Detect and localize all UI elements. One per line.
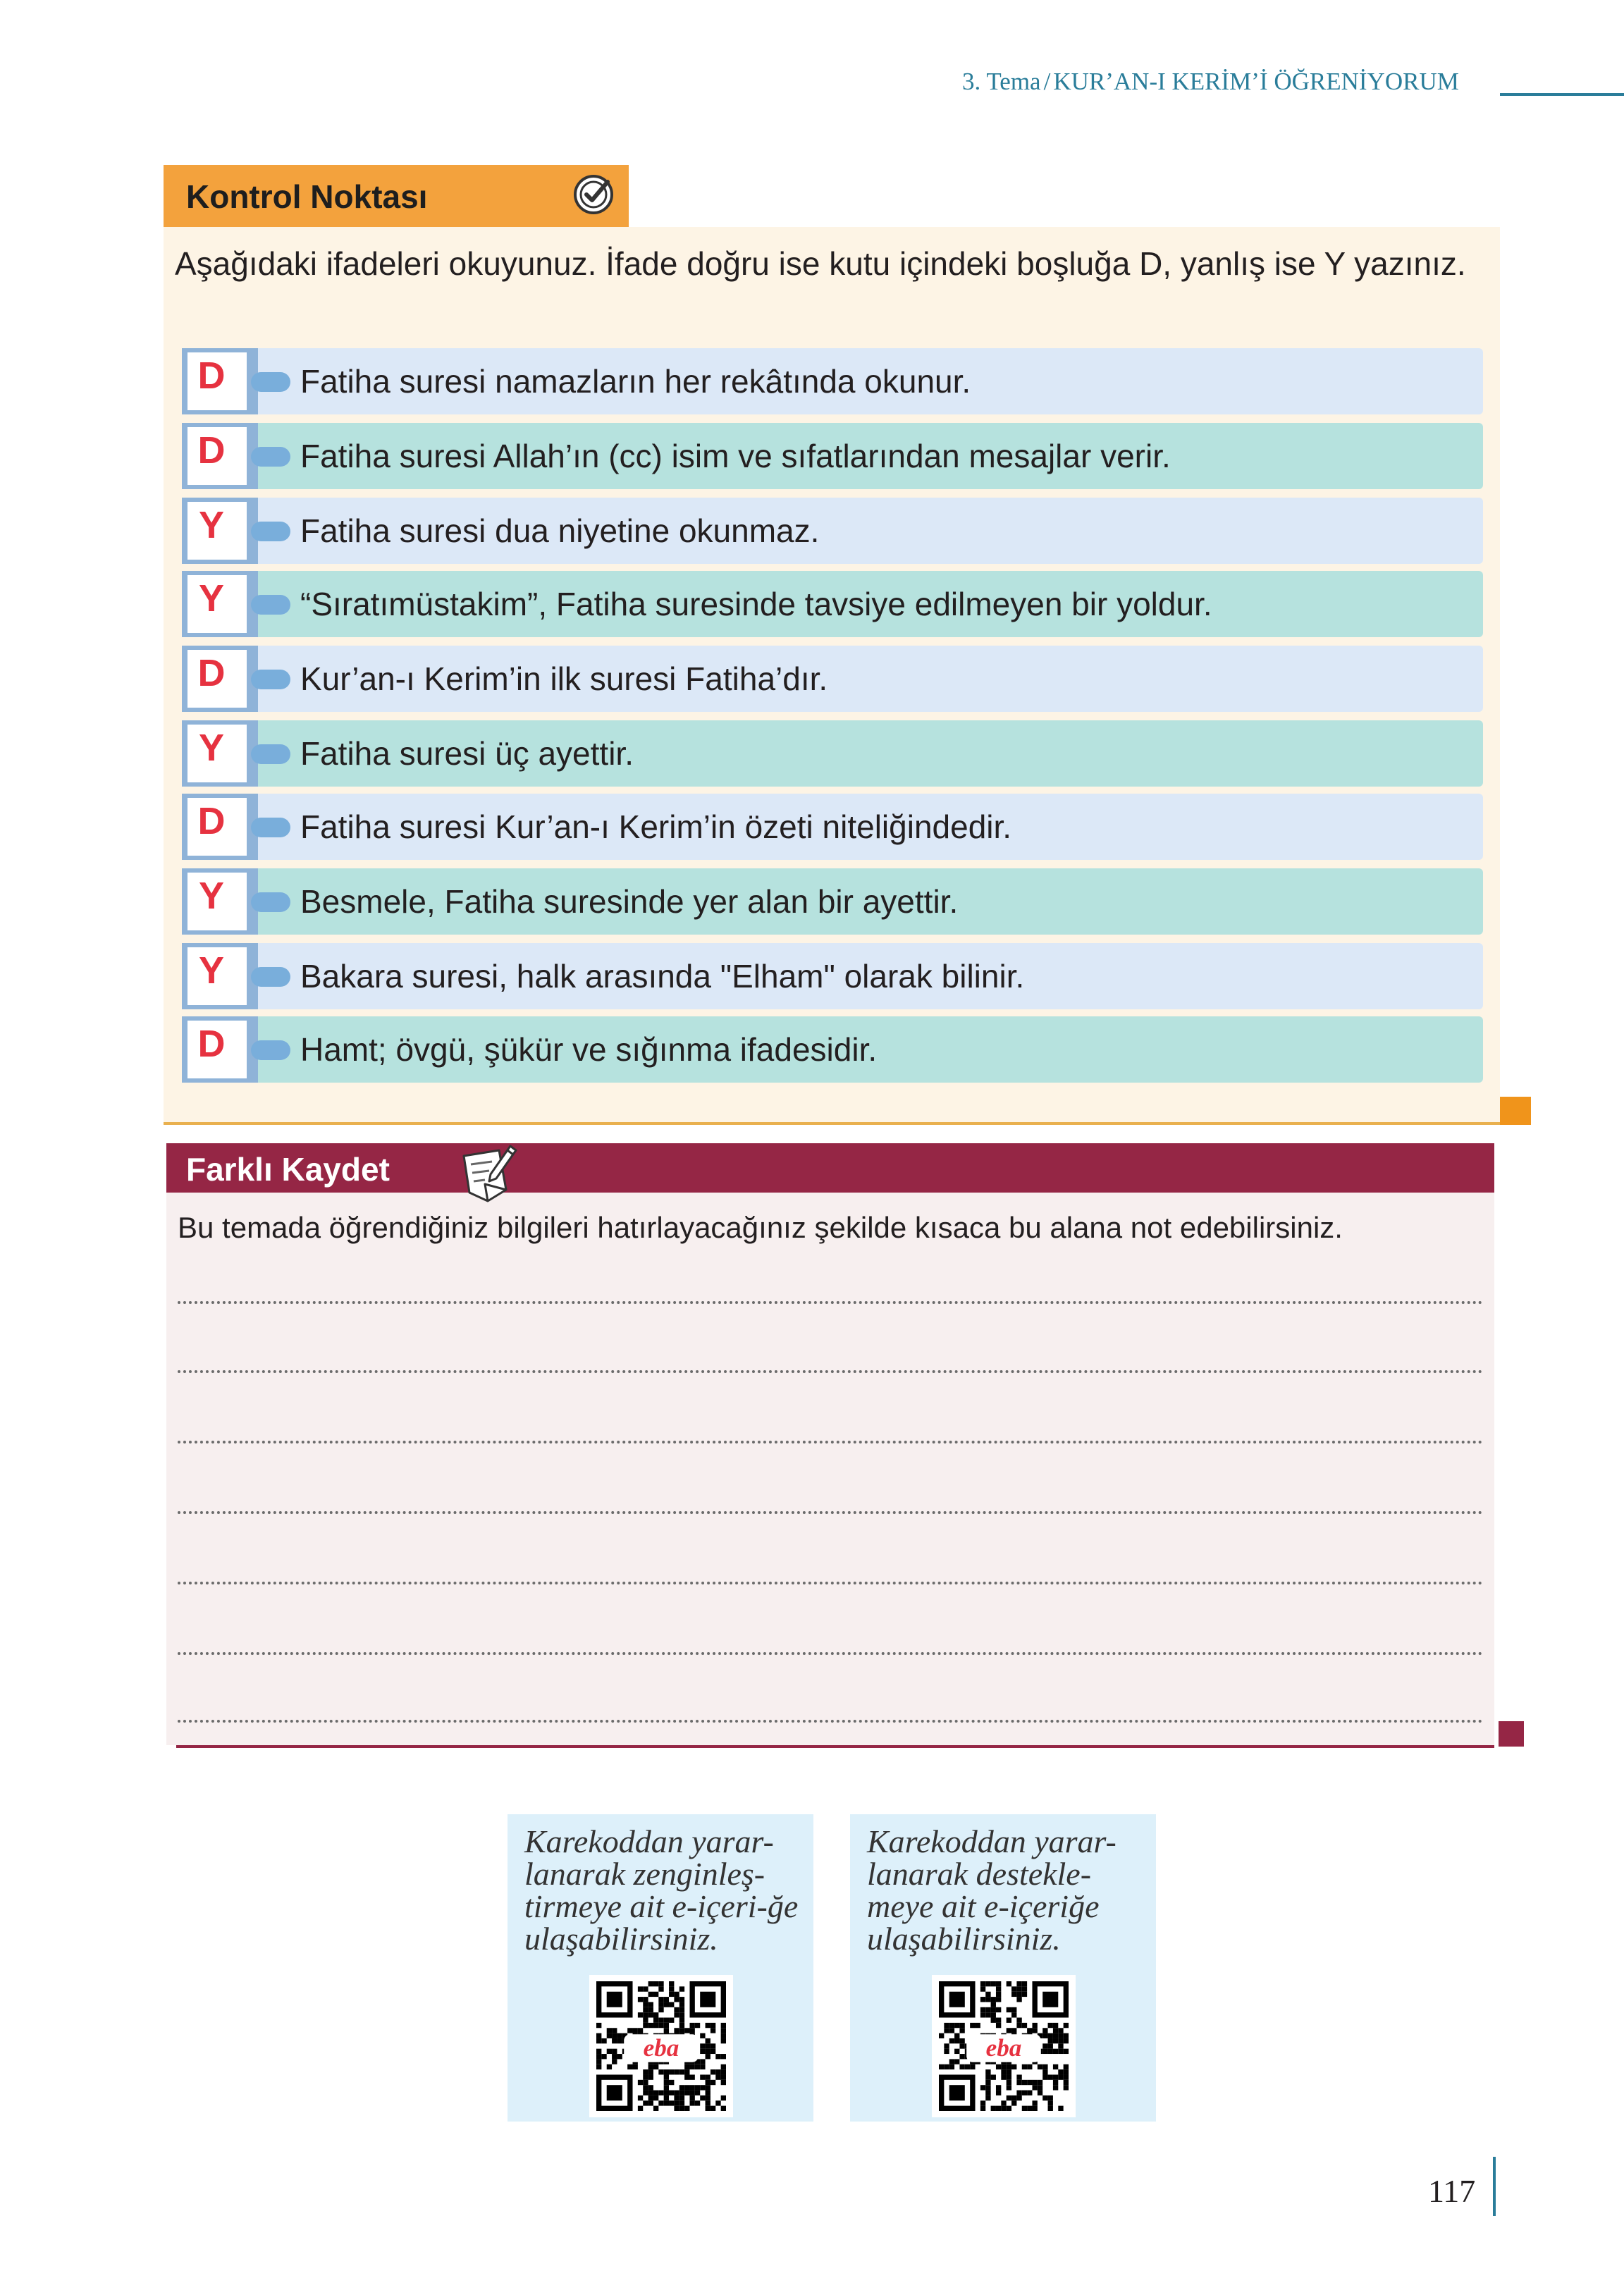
- statement-text: Bakara suresi, halk arasında "Elham" olarak bilinir.: [300, 958, 1025, 995]
- connector-pill: [251, 1040, 290, 1060]
- statement-text: “Sıratımüstakim”, Fatiha suresinde tavsiye edilmeyen bir yoldur.: [300, 586, 1212, 622]
- page-number: 117: [1428, 2173, 1476, 2209]
- connector-pill: [251, 595, 290, 615]
- farkli-kaydet-header: [166, 1143, 1494, 1193]
- connector-pill: [251, 818, 290, 837]
- note-line[interactable]: [178, 1370, 1483, 1373]
- connector-pill: [251, 447, 290, 467]
- header-separator: /: [1043, 68, 1051, 95]
- statement-row: [182, 571, 1483, 637]
- qr-code[interactable]: [589, 1975, 733, 2117]
- answer-box[interactable]: [187, 352, 247, 410]
- statement-row: [182, 498, 1483, 564]
- statement-text: Hamt; övgü, şükür ve sığınma ifadesidir.: [300, 1031, 878, 1068]
- statement-text: Fatiha suresi üç ayettir.: [300, 735, 634, 772]
- statement-row: [182, 943, 1483, 1009]
- notes-panel: [166, 1193, 1494, 1745]
- qr-card-enrichment: [508, 1814, 813, 2122]
- connector-pill: [251, 522, 290, 541]
- statement-row: [182, 646, 1483, 712]
- eba-logo: [622, 2033, 700, 2064]
- eba-logo-text: eba: [985, 2034, 1022, 2062]
- statement-text: Fatiha suresi namazların her rekâtında okunur.: [300, 363, 971, 400]
- answer-box[interactable]: [187, 502, 247, 560]
- answer-text: D: [197, 652, 226, 694]
- statement-row: [182, 794, 1483, 860]
- note-line[interactable]: [178, 1301, 1483, 1304]
- answer-box[interactable]: [187, 427, 247, 485]
- note-line[interactable]: [178, 1720, 1483, 1723]
- answer-text: Y: [198, 577, 225, 620]
- check-badge-icon: [571, 172, 616, 217]
- statement-text: Besmele, Fatiha suresinde yer alan bir ayettir.: [300, 883, 959, 920]
- answer-text: Y: [198, 875, 225, 917]
- statement-row: [182, 868, 1483, 935]
- qr-caption: Karekoddan yarar-lanarak destekle-meye ait e-içeriğe ulaşabilirsiniz.: [867, 1823, 1116, 1957]
- qr-code[interactable]: [932, 1975, 1076, 2117]
- theme-number: 3. Tema: [962, 68, 1041, 95]
- note-pencil-icon: [457, 1140, 519, 1205]
- answer-box[interactable]: [187, 725, 247, 782]
- answer-text: Y: [198, 727, 225, 769]
- kontrol-tab: [164, 165, 629, 227]
- running-header: [962, 68, 1459, 96]
- statement-row: [182, 348, 1483, 414]
- statement-text: Fatiha suresi dua niyetine okunmaz.: [300, 512, 820, 549]
- statement-text: Fatiha suresi Kur’an-ı Kerim’in özeti niteliğindedir.: [300, 808, 1012, 845]
- statement-text: Kur’an-ı Kerim’in ilk suresi Fatiha’dır.: [300, 660, 828, 697]
- kontrol-instruction: Aşağıdaki ifadeleri okuyunuz. İfade doğru ise kutu içindeki boşluğa D, yanlış ise Y yazınız.: [175, 245, 1466, 282]
- qr-caption: Karekoddan yarar-lanarak zenginleş-tirmeye ait e-içeri-ğe ulaşabilirsiniz.: [524, 1823, 799, 1957]
- answer-box[interactable]: [187, 1021, 247, 1078]
- kontrol-corner-mark: [1500, 1097, 1531, 1125]
- connector-pill: [251, 967, 290, 987]
- answer-text: D: [197, 429, 226, 472]
- theme-title: KUR’AN-I KERİM’İ ÖĞRENİYORUM: [1053, 68, 1459, 95]
- answer-text: D: [197, 1023, 226, 1065]
- qr-card-support: [850, 1814, 1156, 2122]
- answer-text: D: [197, 355, 226, 397]
- answer-box[interactable]: [187, 947, 247, 1005]
- statement-row: [182, 1016, 1483, 1083]
- statement-row: [182, 720, 1483, 787]
- eba-logo: [965, 2033, 1042, 2064]
- header-rule: [1500, 93, 1624, 96]
- note-line[interactable]: [178, 1511, 1483, 1514]
- notes-instruction: Bu temada öğrendiğiniz bilgileri hatırlayacağınız şekilde kısaca bu alana not edebilirsiniz.: [178, 1211, 1343, 1244]
- kontrol-title: Kontrol Noktası: [186, 178, 428, 215]
- farkli-kaydet-title: Farklı Kaydet: [186, 1151, 390, 1188]
- eba-logo-text: eba: [643, 2034, 679, 2062]
- statement-text: Fatiha suresi Allah’ın (cc) isim ve sıfatlarından mesajlar verir.: [300, 438, 1171, 474]
- note-line[interactable]: [178, 1652, 1483, 1655]
- connector-pill: [251, 372, 290, 392]
- page-number-rule: [1493, 2157, 1496, 2216]
- answer-text: D: [197, 800, 226, 842]
- note-line[interactable]: [178, 1582, 1483, 1584]
- notes-bottom-rule: [176, 1745, 1494, 1748]
- connector-pill: [251, 744, 290, 764]
- connector-pill: [251, 670, 290, 689]
- answer-box[interactable]: [187, 873, 247, 930]
- answer-box[interactable]: [187, 650, 247, 708]
- statement-row: [182, 423, 1483, 489]
- note-line[interactable]: [178, 1441, 1483, 1443]
- answer-text: Y: [198, 504, 225, 546]
- answer-box[interactable]: [187, 798, 247, 856]
- connector-pill: [251, 892, 290, 912]
- kontrol-bottom-rule: [164, 1122, 1500, 1125]
- answer-box[interactable]: [187, 575, 247, 633]
- answer-text: Y: [198, 949, 225, 992]
- notes-corner-mark: [1499, 1721, 1524, 1747]
